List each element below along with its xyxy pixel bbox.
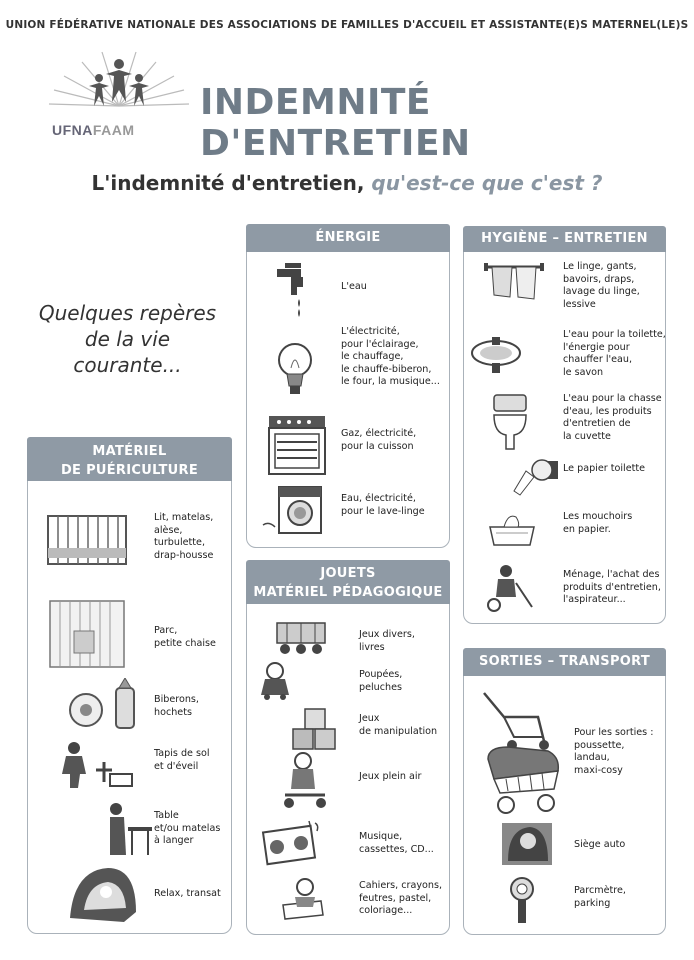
reperes-line1: Quelques repères [38, 301, 217, 325]
item-text: Ménage, l'achat des produits d'entretien, l'aspirateur... [563, 569, 661, 605]
washing-machine-icon [261, 481, 325, 537]
box-energie [246, 224, 450, 548]
sink-icon [470, 335, 522, 375]
item-text: Parcmètre, parking [574, 885, 626, 909]
item-text: Jeux de manipulation [359, 713, 438, 737]
box-hygiene [463, 226, 666, 624]
logo-ufna: UFNA [52, 122, 93, 138]
bouncer-icon [64, 862, 144, 926]
tissue-box-icon [486, 509, 538, 549]
stroller-icon [474, 687, 564, 817]
ride-on-toy-icon [281, 751, 329, 811]
item-text: Biberons, hochets [154, 694, 199, 718]
crib-icon [44, 508, 130, 572]
box-hygiene-header: HYGIÈNE – ENTRETIEN [463, 226, 666, 252]
item-text: Le papier toilette [563, 463, 646, 474]
reperes-line2: de la vie courante... [73, 327, 182, 377]
item-text: Tapis de sol et d'éveil [154, 748, 210, 772]
item-text: Poupées, peluches [359, 669, 403, 693]
stove-icon [265, 412, 329, 478]
item-text: Siège auto [574, 839, 626, 850]
box-puericulture-header [27, 437, 232, 481]
child-drawing-icon [277, 875, 327, 921]
baby-bottle-icon [66, 678, 146, 734]
item-text: Pour les sorties : poussette, landau, maxi-cosy [574, 727, 654, 776]
toilet-icon [490, 393, 530, 453]
item-text: Jeux plein air [359, 771, 422, 782]
subtitle-question: qu'est-ce que c'est ? [371, 171, 603, 195]
car-seat-icon [500, 821, 554, 867]
subtitle [0, 171, 694, 195]
item-text: L'eau pour la chasse d'eau, les produits d'entretien de la cuvette [563, 393, 662, 442]
water-tap-icon [277, 261, 317, 317]
towel-rack-icon [482, 261, 546, 301]
item-text: L'électricité, pour l'éclairage, le chauffage, le chauffe-biberon, le four, la musique... [341, 326, 440, 387]
doll-icon [257, 661, 293, 701]
reperes-heading [30, 300, 225, 378]
playpen-icon [44, 591, 130, 677]
box-puericulture-title-2: DE PUÉRICULTURE [60, 463, 199, 478]
parking-meter-icon [506, 877, 538, 925]
item-text: Musique, cassettes, CD... [359, 831, 434, 855]
logo-text [52, 122, 135, 138]
item-text: Le linge, gants, bavoirs, draps, lavage du linge, lessive [563, 261, 640, 310]
box-jouets-title-1: JOUETS [320, 566, 376, 581]
org-name: UNION FÉDÉRATIVE NATIONALE DES ASSOCIATIONS DE FAMILLES D'ACCUEIL ET ASSISTANTE(E)S MATERNEL(LE)S [5, 19, 689, 31]
box-jouets-header [246, 560, 450, 604]
subtitle-main: L'indemnité d'entretien, [91, 171, 365, 195]
ufnafaam-logo [44, 46, 194, 140]
logo-faam: FAAM [92, 122, 135, 138]
radio-cassette-icon [261, 817, 325, 867]
item-text: Eau, électricité, pour le lave-linge [341, 493, 425, 517]
box-puericulture-title-1: MATÉRIEL [92, 444, 167, 459]
box-sorties [463, 648, 666, 935]
toy-train-icon [273, 617, 329, 657]
light-bulb-icon [275, 340, 315, 400]
box-sorties-header: SORTIES – TRANSPORT [463, 648, 666, 676]
item-text: Cahiers, crayons, feutres, pastel, coloriage... [359, 880, 443, 916]
item-text: Lit, matelas, alèse, turbulette, drap-housse [154, 512, 214, 561]
changing-table-icon [106, 801, 156, 857]
page-title: INDEMNITÉ D'ENTRETIEN [200, 82, 471, 164]
vacuum-cleaner-icon [486, 563, 536, 613]
item-text: Parc, petite chaise [154, 625, 216, 649]
toilet-paper-icon [512, 455, 562, 501]
box-puericulture [27, 437, 232, 934]
box-jouets [246, 560, 450, 935]
item-text: Table et/ou matelas à langer [154, 810, 221, 846]
play-mat-icon [56, 740, 136, 792]
item-text: Gaz, électricité, pour la cuisson [341, 428, 417, 452]
item-text: L'eau [341, 281, 367, 292]
blocks-icon [291, 707, 347, 751]
item-text: L'eau pour la toilette, l'énergie pour chauffer l'eau, le savon [563, 329, 666, 378]
item-text: Relax, transat [154, 888, 221, 899]
item-text: Les mouchoirs en papier. [563, 511, 633, 535]
box-jouets-title-2: MATÉRIEL PÉDAGOGIQUE [253, 585, 443, 600]
box-energie-header: ÉNERGIE [246, 224, 450, 252]
item-text: Jeux divers, livres [359, 629, 415, 653]
